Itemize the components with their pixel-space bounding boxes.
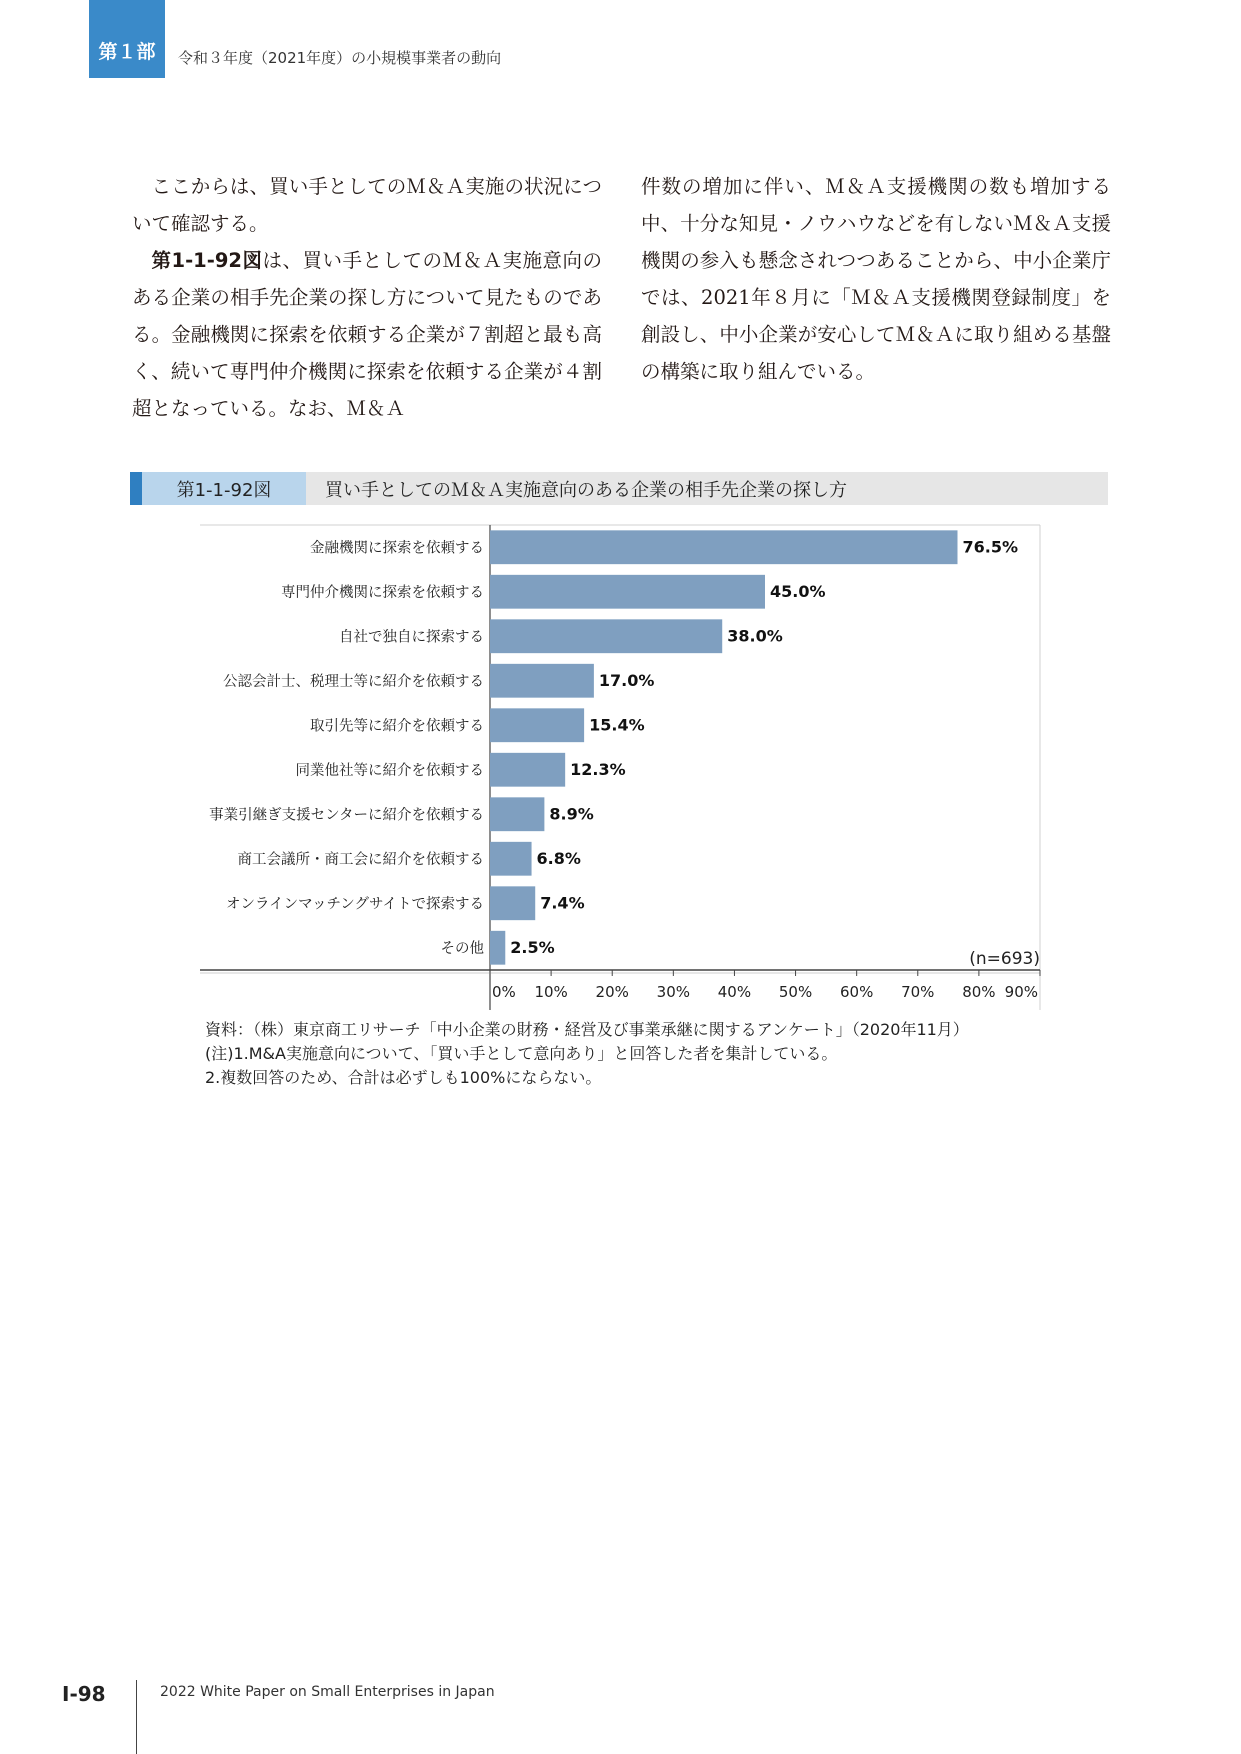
bar: [490, 575, 765, 609]
category-label: 商工会議所・商工会に紹介を依頼する: [237, 851, 484, 868]
data-label: 6.8%: [536, 848, 581, 868]
category-label: 専門仲介機関に探索を依頼する: [281, 584, 484, 601]
figure-number: 第1-1-92図: [142, 472, 306, 505]
x-tick-label: 0%: [492, 983, 516, 1001]
x-tick-label: 20%: [595, 983, 629, 1001]
data-label: 12.3%: [570, 759, 626, 779]
category-label: その他: [440, 940, 484, 957]
data-label: 8.9%: [549, 804, 594, 824]
source-note: 資料：（株）東京商工リサーチ「中小企業の財務・経営及び事業承継に関するアンケート」（2020年11月）: [205, 1020, 969, 1039]
x-tick-label: 60%: [839, 983, 874, 1001]
note-2: 2.複数回答のため、合計は必ずしも100%にならない。: [205, 1068, 602, 1087]
x-tick-label: 40%: [717, 983, 752, 1001]
bar: [490, 753, 565, 787]
category-label: 自社で独自に探索する: [339, 629, 484, 646]
bar: [490, 708, 584, 742]
footer-divider: [136, 1680, 137, 1754]
paragraph: ここからは、買い手としてのＭ＆Ａ実施の状況について確認する。: [132, 175, 602, 235]
x-tick-label: 10%: [534, 983, 568, 1001]
bar: [490, 842, 532, 876]
publication-title: 2022 White Paper on Small Enterprises in Japan: [160, 1684, 495, 1700]
category-label: 同業他社等に紹介を依頼する: [295, 762, 484, 779]
category-label: 取引先等に紹介を依頼する: [310, 718, 484, 735]
header-title: 令和３年度（2021年度）の小規模事業者の動向: [178, 49, 502, 67]
sample-size-annotation: (n=693): [969, 949, 1040, 969]
x-tick-label: 80%: [962, 983, 996, 1001]
figure-accent: [130, 472, 142, 505]
x-tick-label: 50%: [778, 983, 813, 1001]
x-tick-label: 90%: [1004, 983, 1038, 1001]
data-label: 76.5%: [962, 537, 1019, 557]
figure-reference: 第1-1-92図: [151, 249, 263, 272]
body-column-left: [132, 168, 602, 427]
bar: [490, 530, 958, 564]
part-tab: [89, 0, 165, 78]
figure-notes: [205, 1018, 969, 1090]
category-label: 公認会計士、税理士等に紹介を依頼する: [223, 673, 484, 690]
bar: [490, 931, 505, 965]
bar: [490, 797, 544, 831]
x-tick-label: 70%: [901, 983, 935, 1001]
bar: [490, 664, 594, 698]
data-label: 17.0%: [598, 670, 655, 690]
data-label: 15.4%: [589, 715, 645, 735]
category-label: 金融機関に探索を依頼する: [310, 540, 484, 557]
bar: [490, 619, 722, 653]
body-column-right: [641, 168, 1111, 390]
bar: [490, 886, 535, 920]
note-1: (注)1.M&A実施意向について、「買い手として意向あり」と回答した者を集計している。: [205, 1044, 838, 1063]
data-label: 2.5%: [510, 937, 555, 957]
category-label: オンラインマッチングサイトで探索する: [226, 896, 484, 913]
paragraph: 第1-1-92図は、買い手としてのＭ＆Ａ実施意向のある企業の相手先企業の探し方について見たものである。金融機関に探索を依頼する企業が７割超と最も高く、続いて専門仲介機関に探索を依頼する企業が４割超となっている。なお、Ｍ＆Ａ: [132, 249, 602, 420]
figure-title: 買い手としてのＭ＆Ａ実施意向のある企業の相手先企業の探し方: [325, 479, 847, 501]
paragraph: 件数の増加に伴い、Ｍ＆Ａ支援機関の数も増加する中、十分な知見・ノウハウなどを有しないＭ＆Ａ支援機関の参入も懸念されつつあることから、中小企業庁では、2021年８月に「Ｍ＆Ａ支援機関登録制度」を創設し、中小企業が安心してＭ＆Ａに取り組める基盤の構築に取り組んでいる。: [641, 175, 1111, 383]
x-tick-label: 30%: [656, 983, 691, 1001]
data-label: 7.4%: [540, 893, 585, 913]
data-label: 38.0%: [727, 626, 783, 646]
data-label: 45.0%: [770, 581, 826, 601]
category-label: 事業引継ぎ支援センターに紹介を依頼する: [209, 807, 484, 824]
bar-chart: [195, 523, 1045, 1015]
part-label: 第１部: [98, 41, 156, 63]
figure-title-bar: [130, 472, 1108, 505]
page-number: Ⅰ-98: [62, 1682, 106, 1706]
